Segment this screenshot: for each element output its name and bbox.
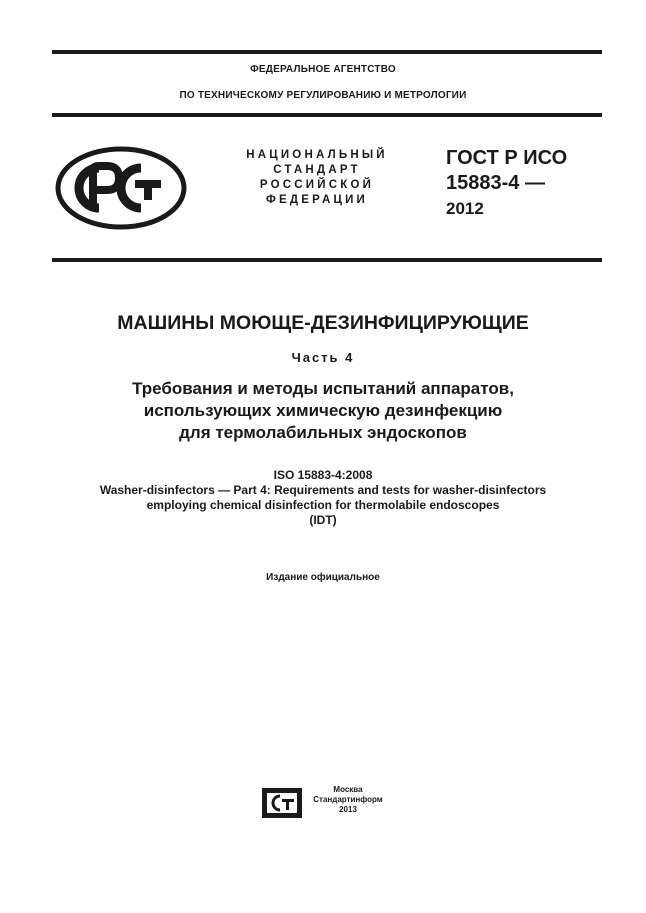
header-rule xyxy=(52,113,602,117)
agency-line-1: ФЕДЕРАЛЬНОЕ АГЕНТСТВО xyxy=(250,64,396,75)
iso-english-line-2: employing chemical disinfection for thermolabile endoscopes xyxy=(146,498,500,512)
gost-year: 2012 xyxy=(446,199,484,218)
document-subtitle xyxy=(0,378,646,444)
publisher-info xyxy=(308,785,388,815)
subtitle-line-1: Требования и методы испытаний аппаратов, xyxy=(132,379,514,398)
subtitle-line-2: использующих химическую дезинфекцию xyxy=(143,401,503,420)
publisher-year: 2013 xyxy=(339,805,357,814)
document-title: МАШИНЫ МОЮЩЕ-ДЕЗИНФИЦИРУЮЩИЕ xyxy=(117,312,529,334)
part-number: Часть 4 xyxy=(291,350,355,365)
standartinform-logo-icon xyxy=(262,788,302,818)
standard-line-1: НАЦИОНАЛЬНЫЙ xyxy=(246,149,388,161)
gost-line-2: 15883-4 — xyxy=(446,172,545,194)
iso-code: ISO 15883-4:2008 xyxy=(273,468,373,482)
standard-line-2: СТАНДАРТ xyxy=(273,164,361,176)
mid-rule xyxy=(52,258,602,262)
iso-reference xyxy=(0,468,646,528)
iso-idt: (IDT) xyxy=(309,513,337,527)
publisher-name: Стандартинформ xyxy=(313,795,383,804)
gost-line-1: ГОСТ Р ИСО xyxy=(446,147,568,169)
top-rule xyxy=(52,50,602,54)
national-standard-label xyxy=(222,148,412,208)
gost-code xyxy=(446,146,567,221)
publisher-city: Москва xyxy=(333,785,363,794)
edition-label: Издание официальное xyxy=(266,572,380,583)
iso-english-line-1: Washer-disinfectors — Part 4: Requirements and tests for washer-disinfectors xyxy=(99,483,547,497)
rst-certification-logo-icon xyxy=(55,146,187,230)
standard-line-4: ФЕДЕРАЦИИ xyxy=(265,194,369,206)
standard-line-3: РОССИЙСКОЙ xyxy=(259,179,375,191)
subtitle-line-3: для термолабильных эндоскопов xyxy=(179,423,467,442)
agency-line-2: ПО ТЕХНИЧЕСКОМУ РЕГУЛИРОВАНИЮ И МЕТРОЛОГИИ xyxy=(179,90,467,101)
